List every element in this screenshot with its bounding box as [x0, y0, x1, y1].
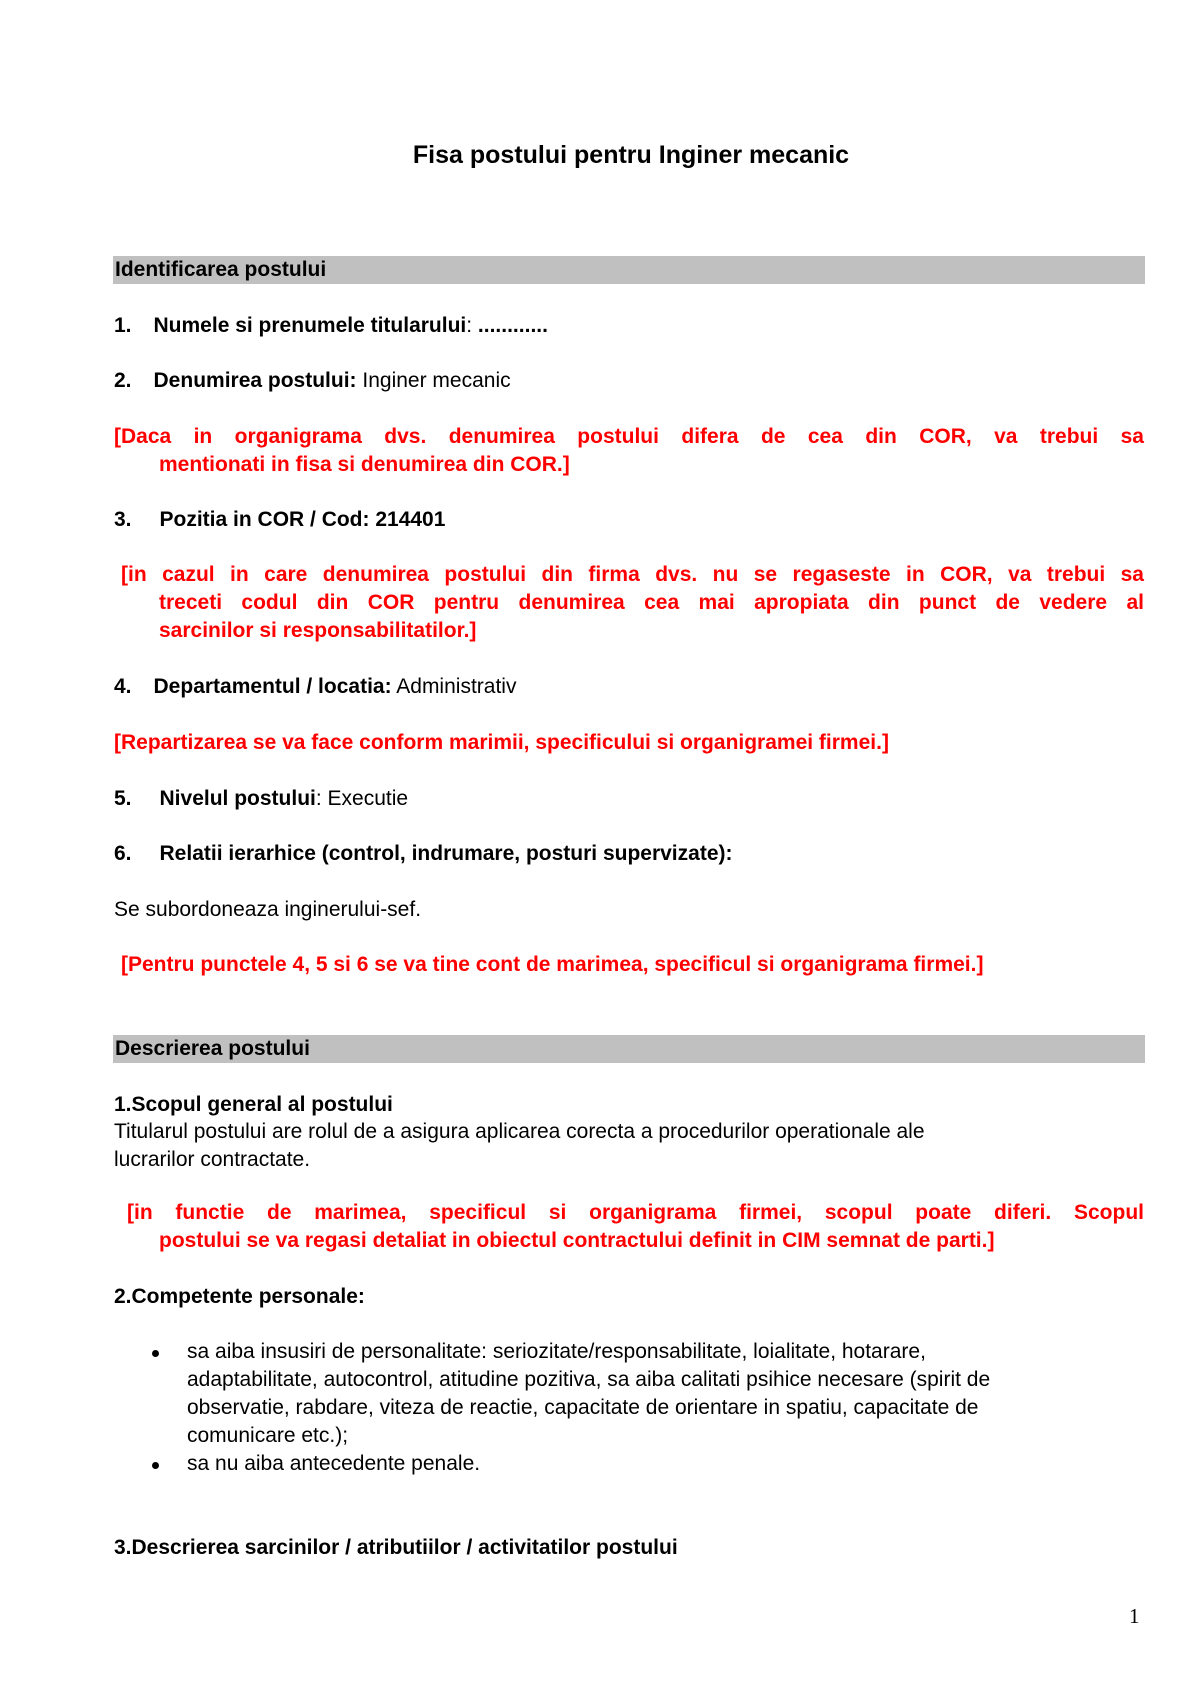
item-2-label: Denumirea postului: — [153, 369, 357, 392]
list-item — [140, 1450, 1140, 1478]
scope-text-line-2: lucrarilor contractate. — [114, 1148, 311, 1171]
note-cor-code-line-1: [in cazul in care denumirea postului din firma dvs. nu se regaseste in COR, va trebui sa — [121, 563, 1144, 586]
competences-heading: 2.Competente personale: — [114, 1285, 365, 1308]
tasks-heading: 3.Descrierea sarcinilor / atributiilor / activitatilor postului — [114, 1536, 678, 1559]
item-5-number: 5. — [114, 787, 132, 810]
competence-2-line-1: sa nu aiba antecedente penale. — [187, 1452, 481, 1475]
item-1-value: ............ — [472, 314, 548, 337]
item-1-label: Numele si prenumele titularului — [153, 314, 467, 337]
note-scope-line-2: postului se va regasi detaliat in obiectul contractului definit in CIM semnat de parti.] — [159, 1229, 995, 1252]
competences-list — [140, 1338, 1140, 1478]
item-6-label: Relatii ierarhice (control, indrumare, posturi supervizate): — [159, 842, 733, 865]
note-allocation: [Repartizarea se va face conform marimii, specificului si organigramei firmei.] — [114, 731, 889, 754]
note-cor-name — [114, 423, 1144, 479]
subordination-text: Se subordoneaza inginerului-sef. — [114, 898, 422, 921]
section-heading-description: Descrierea postului — [113, 1035, 1145, 1063]
note-cor-code-line-2: treceti codul din COR pentru denumirea cea mai apropiata din punct de vedere al — [159, 591, 1144, 614]
page-title: Fisa postului pentru Inginer mecanic — [412, 141, 850, 169]
item-3 — [114, 506, 445, 534]
item-5 — [114, 785, 408, 813]
item-3-label: Pozitia in COR / Cod: 214401 — [159, 508, 446, 531]
note-scope-line-1: [in functie de marimea, specificul si organigrama firmei, scopul poate diferi. Scopul — [127, 1201, 1144, 1224]
note-cor-code — [121, 561, 1144, 645]
competence-1-line-1: sa aiba insusiri de personalitate: seriozitate/responsabilitate, loialitate, hotarare, — [187, 1340, 926, 1363]
note-cor-code-line-3: sarcinilor si responsabilitatilor.] — [159, 619, 477, 642]
competence-1-line-3: observatie, rabdare, viteza de reactie, capacitate de orientare in spatiu, capacitate de — [187, 1396, 979, 1419]
item-4-value: Administrativ — [391, 675, 517, 698]
competence-1-line-2: adaptabilitate, autocontrol, atitudine pozitiva, sa aiba calitati psihice necesare (spirit de — [187, 1368, 991, 1391]
item-5-label: Nivelul postului — [159, 787, 316, 810]
item-4-number: 4. — [114, 675, 132, 698]
competence-1-line-4: comunicare etc.); — [187, 1424, 349, 1447]
item-2 — [114, 367, 511, 395]
item-1-number: 1. — [114, 314, 132, 337]
note-scope — [127, 1199, 1144, 1255]
note-points-4-6: [Pentru punctele 4, 5 si 6 se va tine cont de marimea, specificul si organigrama firmei.] — [121, 953, 984, 976]
note-cor-name-line-1: [Daca in organigrama dvs. denumirea postului difera de cea din COR, va trebui sa — [114, 425, 1144, 448]
section-heading-identification: Identificarea postului — [113, 256, 1145, 284]
bullet-icon — [152, 1350, 159, 1357]
page-number: 1 — [1129, 1604, 1140, 1628]
item-1-separator: : — [466, 314, 473, 337]
item-6-number: 6. — [114, 842, 132, 865]
item-4-label: Departamentul / locatia: — [153, 675, 392, 698]
list-item — [140, 1338, 1140, 1450]
item-2-value: Inginer mecanic — [356, 369, 511, 392]
item-2-number: 2. — [114, 369, 132, 392]
item-5-value: : Executie — [315, 787, 409, 810]
note-cor-name-line-2: mentionati in fisa si denumirea din COR.] — [159, 453, 570, 476]
bullet-icon — [152, 1462, 159, 1469]
item-4 — [114, 673, 516, 701]
scope-heading: 1.Scopul general al postului — [114, 1093, 393, 1116]
item-3-number: 3. — [114, 508, 132, 531]
item-1 — [114, 312, 548, 340]
scope-text-line-1: Titularul postului are rolul de a asigura aplicarea corecta a procedurilor operationale ale — [114, 1120, 925, 1143]
item-6 — [114, 840, 732, 868]
